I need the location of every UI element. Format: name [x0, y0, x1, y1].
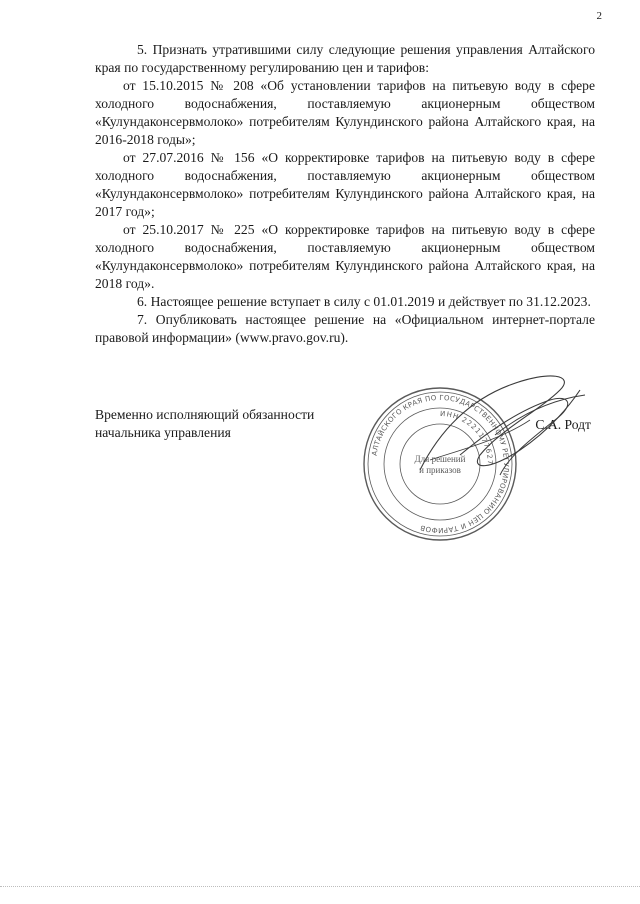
svg-text:Для решений: Для решений	[414, 454, 466, 464]
paragraph-item-5-decision-208: от 15.10.2015 № 208 «Об установлении тарифов на питьевую воду в сфере холодного водоснабжения, поставляемую акционерным обществом «Кулундаконсервмолоко» потребителям Кулундинского района Алтайского края, на 2016-2018 годы»;	[95, 78, 595, 147]
svg-text:ИНН 2221177627: ИНН 2221177627	[439, 409, 495, 466]
handwritten-signature	[400, 360, 600, 500]
signatory-name: С.А. Родт	[535, 417, 591, 432]
paragraph-item-5-decision-156: от 27.07.2016 № 156 «О корректировке тарифов на питьевую воду в сфере холодного водоснабжения, поставляемую акционерным обществом «Кулундаконсервмолоко» потребителям Кулундинского района Алтайского края, на 2017 год»;	[95, 150, 595, 219]
paragraph-item-5-decision-225: от 25.10.2017 № 225 «О корректировке тарифов на питьевую воду в сфере холодного водоснабжения, поставляемую акционерным обществом «Кулундаконсервмолоко» потребителям Кулундинского района Алтайского края, на 2018 год».	[95, 222, 595, 291]
signatory-title-line-1: Временно исполняющий обязанности	[95, 407, 315, 422]
svg-text:и приказов: и приказов	[419, 465, 461, 475]
document-body	[95, 41, 595, 347]
svg-text:АЛТАЙСКОГО КРАЯ ПО ГОСУДАРСТВЕ: АЛТАЙСКОГО КРАЯ ПО ГОСУДАРСТВЕННОМУ РЕГУЛИРОВАНИЮ ЦЕН И ТАРИФОВ	[370, 393, 511, 535]
page-number: 2	[596, 10, 602, 22]
signatory-title-line-2: начальника управления	[95, 425, 231, 440]
paragraph-item-7: 7. Опубликовать настоящее решение на «Официальном интернет-портале правовой информации» (www.pravo.gov.ru).	[95, 312, 595, 345]
paragraph-item-6: 6. Настоящее решение вступает в силу с 01.01.2019 и действует по 31.12.2023.	[137, 294, 591, 309]
paragraph-item-5: 5. Признать утратившими силу следующие решения управления Алтайского края по государственному регулированию цен и тарифов:	[95, 42, 595, 75]
bottom-divider	[0, 886, 640, 887]
